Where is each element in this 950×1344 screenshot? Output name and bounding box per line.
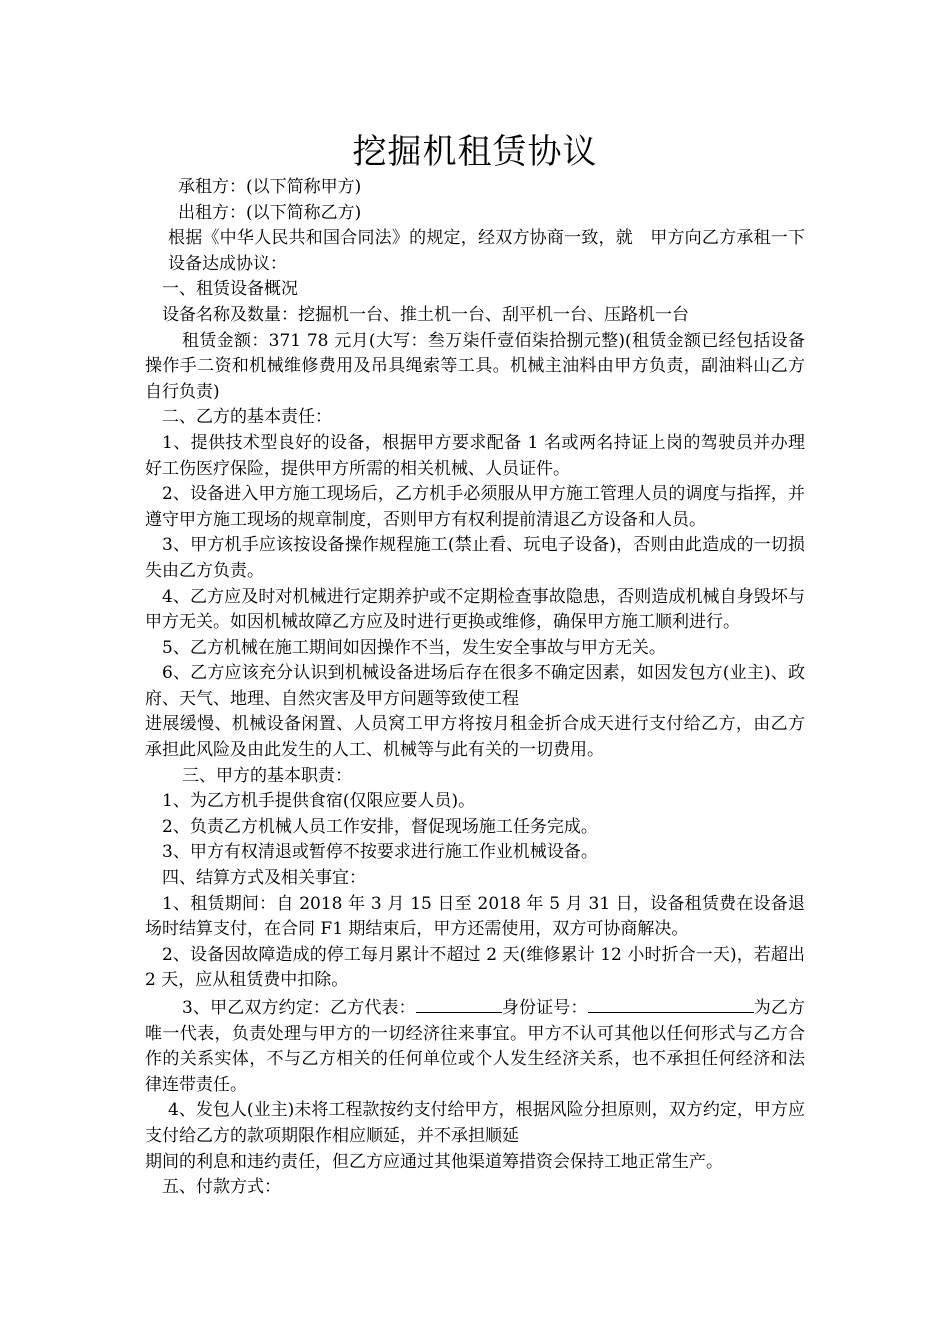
lessee-duty-1: 1、为乙方机手提供食宿(仅限应要人员)。 <box>162 791 476 812</box>
rental-amount-paragraph: 租赁金额：371 78 元月(大写：叁万柒仟壹佰柒拾捌元整)(租赁金额已经包括设备操作手二资和机械维修费用及吊具绳索等工具。机械主油料由甲方负责，副油料山乙方自行负责) <box>145 330 805 402</box>
settlement-item-3-lead: 3、甲乙双方约定：乙方代表： <box>182 998 416 1018</box>
settlement-item-2: 2、设备因故障造成的停工每月累计不超过 2 天(维修累计 12 小时折合一天)，若超出 2 天，应从租赁费中扣除。 <box>145 944 805 991</box>
lessor-duty-3: 3、甲方机手应该按设备操作规程施工(禁止看、玩电子设备)，否则由此造成的一切损失由乙方负责。 <box>145 535 805 581</box>
section-4-heading: 四、结算方式及相关事宜： <box>162 868 366 889</box>
representative-name-blank[interactable] <box>416 994 502 1013</box>
settlement-item-4-part-1: 4、发包人(业主)未将工程款按约支付给甲方，根据风险分担原则，双方约定，甲方应支付给乙方的款项期限作相应顺延，并不承担顺延 <box>145 1100 805 1146</box>
settlement-item-3 <box>145 994 805 1098</box>
equipment-line: 设备名称及数量：挖掘机一台、推土机一台、刮平机一台、压路机一台 <box>162 304 689 325</box>
lessee-duty-3: 3、甲方有权清退或暂停不按要求进行施工作业机械设备。 <box>162 842 598 863</box>
lessor-duty-4: 4、乙方应及时对机械进行定期养护或不定期检查事故隐患，否则造成机械自身毁坏与甲方无关。如因机械故障乙方应及时进行更换或维修，确保甲方施工顺利进行。 <box>145 586 805 633</box>
preamble-text: 根据《中华人民共和国合同法》的规定，经双方协商一致，就 甲方向乙方承租一下设备达成协议： <box>168 228 805 274</box>
lessee-line: 承租方：(以下简称甲方) <box>178 177 362 197</box>
section-3-heading: 三、甲方的基本职责： <box>182 765 352 786</box>
settlement-item-4-part-2: 期间的利息和违约责任，但乙方应通过其他渠道筹措资会保持工地正常生产。 <box>145 1151 723 1172</box>
lessor-line: 出租方：(以下简称乙方) <box>178 202 362 223</box>
settlement-item-1: 1、租赁期间：自 2018 年 3 月 15 日至 2018 年 5 月 31 日，设备租赁费在设备退场时结算支付，在合同 F1 期结束后，甲方还需使用，双方可协商解决。 <box>145 893 805 940</box>
lessor-duty-1: 1、提供技术型良好的设备，根据甲方要求配备 1 名或两名持证上岗的驾驶员并办理好工伤医疗保险，提供甲方所需的相关机械、人员证件。 <box>145 432 805 479</box>
lessor-duty-6-part-2: 进展缓慢、机械设备闲置、人员窝工甲方将按月租金折合成天进行支付给乙方，由乙方承担此风险及由此发生的人工、机械等与此有关的一切费用。 <box>145 714 805 761</box>
lessee-duty-2: 2、负责乙方机械人员工作安排，督促现场施工任务完成。 <box>162 816 598 837</box>
preamble-paragraph <box>20 226 805 277</box>
id-number-label: 身份证号： <box>501 998 588 1018</box>
lessor-duty-5: 5、乙方机械在施工期间如因操作不当，发生安全事故与甲方无关。 <box>162 637 666 658</box>
lessor-duty-2: 2、设备进入甲方施工现场后，乙方机手必须服从甲方施工管理人员的调度与指挥，并遵守甲方施工现场的规章制度，否则甲方有权利提前清退乙方设备和人员。 <box>145 484 805 530</box>
settlement-item-3-rest: 为乙方唯一代表，负责处理与甲方的一切经济往来事宜。甲方不认可其他以任何形式与乙方合作的关系实体，不与乙方相关的任何单位或个人发生经济关系，也不承担任何经济和法律连带责任。 <box>145 998 805 1095</box>
section-5-heading: 五、付款方式： <box>162 1177 281 1198</box>
section-1-heading: 一、租赁设备概况 <box>162 279 298 300</box>
id-number-blank[interactable] <box>588 994 754 1013</box>
document-title: 挖掘机租赁协议 <box>352 132 598 172</box>
document-body <box>145 175 805 1201</box>
lessor-duty-6-part-1: 6、乙方应该充分认识到机械设备进场后存在很多不确定因素，如因发包方(业主)、政府、天气、地理、自然灾害及甲方问题等致使工程 <box>145 663 805 709</box>
section-2-heading: 二、乙方的基本责任： <box>162 407 332 428</box>
